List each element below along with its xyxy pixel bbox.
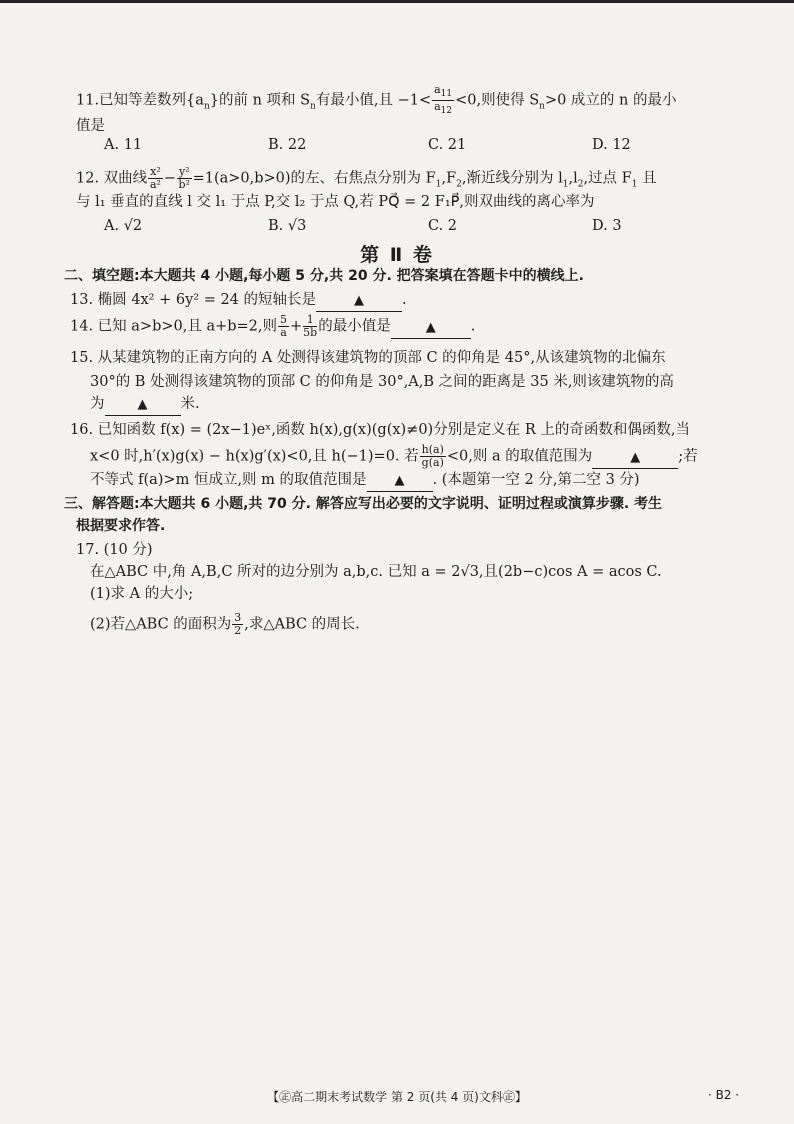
q16-line1: 16. 已知函数 f(x) = (2x−1)eˣ,函数 h(x),g(x)(g(x)≠0)分别是定义在 R 上的奇函数和偶函数,当: [70, 422, 690, 438]
q11-option-a: A. 11: [104, 137, 143, 153]
q17-part2: (2)若△ABC 的面积为 $\frac{3}{2}$ ,求△ABC 的周长.: [90, 611, 360, 637]
q15-line3: 为 ▲ 米.: [90, 394, 200, 416]
q15-line1: 15. 从某建筑物的正南方向的 A 处测得该建筑物的顶部 C 的仰角是 45°,从该建筑物的北偏东: [70, 350, 666, 366]
q15-line2: 30°的 B 处测得该建筑物的顶部 C 的仰角是 30°,A,B 之间的距离是 35 米,则该建筑物的高: [90, 374, 674, 390]
q16-answer-blank-2: ▲: [367, 470, 433, 492]
q12-fraction-y: $\frac{\text{y²}}{\text{b²}}$: [178, 165, 190, 191]
q16-line3: 不等式 f(a)>m 恒成立,则 m 的取值范围是 ▲ . (本题第一空 2 分,第二空 3 分): [90, 470, 640, 492]
q14-answer-blank: ▲: [391, 317, 471, 339]
q11-fraction: $\frac{a_{11}}{a_{12}}$: [434, 83, 453, 117]
q14: 14. 已知 a>b>0,且 a+b=2,则 $\frac{5}{a}$ + $\frac{1}{5b}$ 的最小值是 ▲ .: [70, 313, 476, 339]
part2-header: 二、填空题:本大题共 4 小题,每小题 5 分,共 20 分. 把答案填在答题卡中的横线上.: [64, 268, 584, 284]
q17-fraction: $\frac{3}{2}$: [234, 611, 242, 637]
q12-stem: 12. 双曲线 $\frac{\text{x²}}{\text{a²}}$ − $\frac{\text{y²}}{\text{b²}}$ =1(a>0,b>0)的左、右焦点分别为 $F_1,F_2$,渐近线分别为 $l_1,l_2$,过点 $F_1$ 且: [76, 165, 657, 191]
q17-head: 17. (10 分): [76, 542, 153, 558]
q12-option-a: A. √2: [104, 218, 143, 234]
q17-line1: 在△ABC 中,角 A,B,C 所对的边分别为 a,b,c. 已知 a = 2√3,且(2b−c)cos A = acos C.: [90, 564, 662, 580]
q12-option-c: C. 2: [428, 218, 458, 234]
q11-stem: 11.已知等差数列$\{a_n\}$的前 n 项和 $S_n$有最小值,且 −1< $\frac{a_{11}}{a_{12}}$ <0,则使得 $S_n>0$ 成立的 n 的最小: [76, 83, 677, 117]
q12-option-b: B. √3: [268, 218, 307, 234]
q13-answer-blank: ▲: [316, 290, 402, 312]
q11-option-b: B. 22: [268, 137, 307, 153]
page-code: · B2 ·: [708, 1088, 740, 1102]
q14-fraction-1: $\frac{5}{a}$: [280, 313, 288, 339]
q12-option-d: D. 3: [592, 218, 622, 234]
page-footer: 【㊣高二期末考试数学 第 2 页(共 4 页)文科㊣】: [267, 1090, 527, 1104]
q15-answer-blank: ▲: [105, 394, 181, 416]
q13: 13. 椭圆 4x² + 6y² = 24 的短轴长是 ▲ .: [70, 290, 407, 312]
q11-option-c: C. 21: [428, 137, 467, 153]
part3-header-line1: 三、解答题:本大题共 6 小题,共 70 分. 解答应写出必要的文字说明、证明过程或演算步骤. 考生: [64, 496, 663, 512]
q11-stem-line2: 值是: [76, 118, 105, 134]
q16-line2: x<0 时,h′(x)g(x) − h(x)g′(x)<0,且 h(−1)=0. 若 $\frac{h(a)}{g(a)}$ <0,则 a 的取值范围为 ▲ ;若: [90, 443, 698, 469]
q12-stem-line2: 与 l₁ 垂直的直线 l 交 l₁ 于点 P,交 l₂ 于点 Q,若 PQ⃗ = 2 F₁P⃗,则双曲线的离心率为: [76, 194, 595, 210]
part3-header-line2: 根据要求作答.: [76, 518, 166, 534]
q17-part1: (1)求 A 的大小;: [90, 586, 194, 602]
q16-answer-blank-1: ▲: [592, 447, 678, 469]
section-title: 第 Ⅱ 卷: [360, 244, 434, 266]
q11-option-d: D. 12: [592, 137, 631, 153]
q16-fraction: $\frac{h(a)}{g(a)}$: [421, 443, 444, 469]
q14-fraction-2: $\frac{1}{5b}$: [303, 313, 318, 339]
q12-fraction-x: $\frac{\text{x²}}{\text{a²}}$: [150, 165, 161, 191]
scan-edge: [0, 0, 794, 3]
